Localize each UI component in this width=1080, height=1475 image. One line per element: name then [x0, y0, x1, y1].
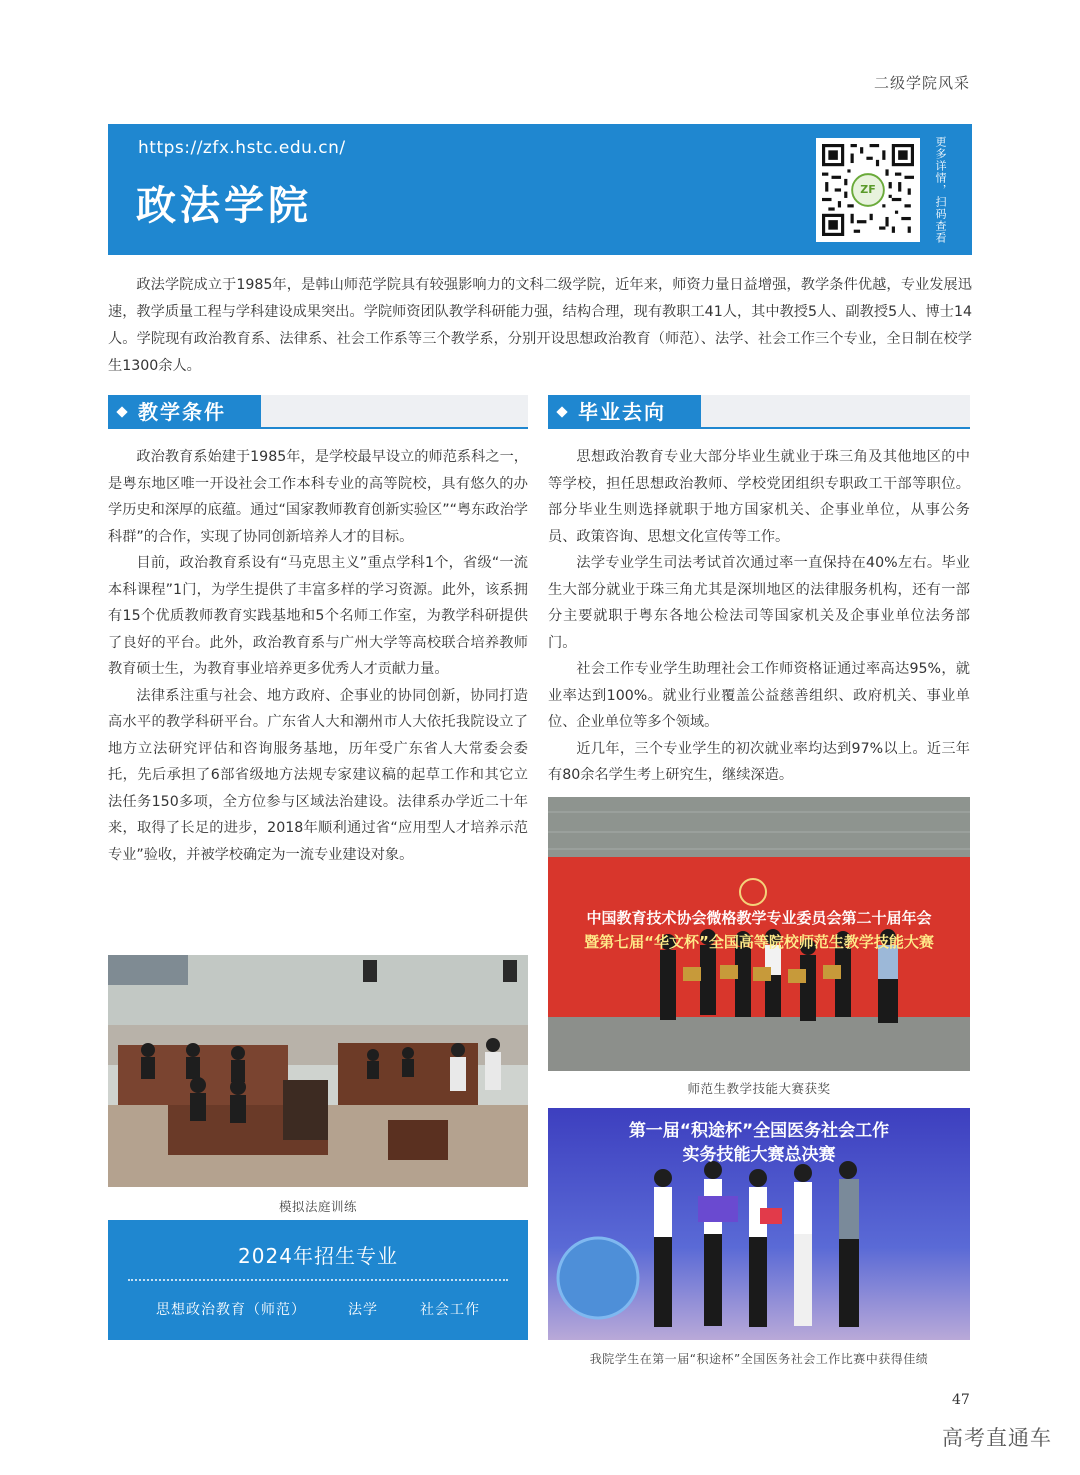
qr-hint-text: 更多详情，扫码查看 — [934, 136, 947, 244]
graduation-section-header — [548, 395, 970, 429]
page-number: 47 — [952, 1392, 970, 1408]
diamond-icon — [116, 406, 127, 417]
teaching-paragraph: 政治教育系始建于1985年，是学校最早设立的师范系科之一，是粤东地区唯一开设社会工作本科专业的高等院校，具有悠久的办学历史和深厚的底蕴。通过“国家教师教育创新实验区”“粤东政治学科群”的合作，实现了协同创新培养人才的目标。 — [108, 449, 528, 545]
brand-watermark: 高考直通车 — [942, 1426, 1052, 1450]
teaching-heading: 教学条件 — [138, 400, 226, 424]
enrollment-title: 2024年招生专业 — [238, 1244, 398, 1268]
moot-court-photo — [108, 955, 528, 1187]
moot-court-illustration — [108, 955, 528, 1187]
graduation-paragraph: 社会工作专业学生助理社会工作师资格证通过率高达95%，就业率达到100%。就业行业覆盖公益慈善组织、政府机关、事业单位、企业单位等多个领域。 — [548, 661, 970, 730]
moot-court-caption: 模拟法庭训练 — [278, 1199, 357, 1214]
major-item: 社会工作 — [420, 1302, 480, 1318]
section-label: 二级学院风采 — [873, 74, 970, 92]
social-work-banner-line2: 实务技能大赛总决赛 — [682, 1145, 836, 1165]
enrollment-box — [108, 1220, 528, 1340]
dotted-divider — [128, 1279, 508, 1281]
teaching-text — [108, 444, 528, 868]
intro-paragraph: 政法学院成立于1985年，是韩山师范学院具有较强影响力的文科二级学院，近年来，师资力量日益增强，教学条件优越，专业发展迅速，教学质量工程与学科建设成果突出。学院师资团队教学科研能力强，结构合理，现有教职工41人，其中教授5人、副教授5人、博士14人。学院现有政治教育系、法律系、社会工作系等三个教学系，分别开设思想政治教育（师范）、法学、社会工作三个专业，全日制在校学生1300余人。 — [108, 277, 972, 374]
teaching-award-caption: 师范生教学技能大赛获奖 — [687, 1081, 831, 1096]
teaching-paragraph: 目前，政治教育系设有“马克思主义”重点学科1个，省级“一流本科课程”1门，为学生提供了丰富多样的学习资源。此外，该系拥有15个优质教师教育实践基地和5个名师工作室，为教学科研提供了良好的平台。此外，政治教育系与广州大学等高校联合培养教师教育硕士生，为教育事业培养更多优秀人才贡献力量。 — [108, 555, 528, 677]
graduation-heading: 毕业去向 — [578, 400, 666, 424]
teaching-section-header — [108, 395, 528, 429]
social-work-banner-line1: 第一届“积途杯”全国医务社会工作 — [628, 1121, 890, 1141]
social-work-award-caption: 我院学生在第一届“积途杯”全国医务社会工作比赛中获得佳绩 — [589, 1352, 929, 1366]
social-work-award-photo — [548, 1108, 970, 1340]
teaching-paragraph: 法律系注重与社会、地方政府、企事业的协同创新，协同打造高水平的教学科研平台。广东省人大和潮州市人大依托我院设立了地方立法研究评估和咨询服务基地，历年受广东省人大常委会委托，先后承担了6部省级地方法规专家建议稿的起草工作和其它立法任务150多项，全方位参与区域法治建设。法律系办学近二十年来，取得了长足的进步，2018年顺利通过省“应用型人才培养示范专业”验收，并被学校确定为一流专业建设对象。 — [108, 687, 528, 863]
enrollment-majors — [108, 1299, 528, 1319]
graduation-paragraph: 法学专业学生司法考试首次通过率一直保持在40%左右。毕业生大部分就业于珠三角尤其是深圳地区的法律服务机构，还有一部分主要就职于粤东各地公检法司等国家机关及企事业单位法务部门。 — [548, 555, 970, 651]
college-url[interactable]: https://zfx.hstc.edu.cn/ — [138, 138, 346, 158]
major-item: 思想政治教育（师范） — [156, 1302, 306, 1318]
qr-code[interactable] — [816, 138, 920, 242]
graduation-paragraph: 近几年，三个专业学生的初次就业率均达到97%以上。近三年有80余名学生考上研究生，继续深造。 — [548, 740, 970, 783]
award-banner-line1: 中国教育技术协会微格教学专业委员会第二十届年会 — [586, 909, 932, 927]
college-banner — [108, 124, 972, 255]
award-banner-line2: 暨第七届“华文杯”全国高等院校师范生教学技能大赛 — [584, 933, 934, 951]
college-title: 政法学院 — [136, 183, 312, 229]
graduation-paragraph: 思想政治教育专业大部分毕业生就业于珠三角及其他地区的中等学校，担任思想政治教师、学校党团组织专职政工干部等职位。部分毕业生则选择就职于地方国家机关、企事业单位，从事公务员、政策咨询、思想文化宣传等工作。 — [548, 449, 970, 545]
teaching-award-photo — [548, 797, 970, 1071]
major-item: 法学 — [348, 1302, 378, 1318]
diamond-icon — [556, 406, 567, 417]
qr-logo: ZF — [860, 183, 876, 196]
graduation-text — [548, 444, 970, 789]
